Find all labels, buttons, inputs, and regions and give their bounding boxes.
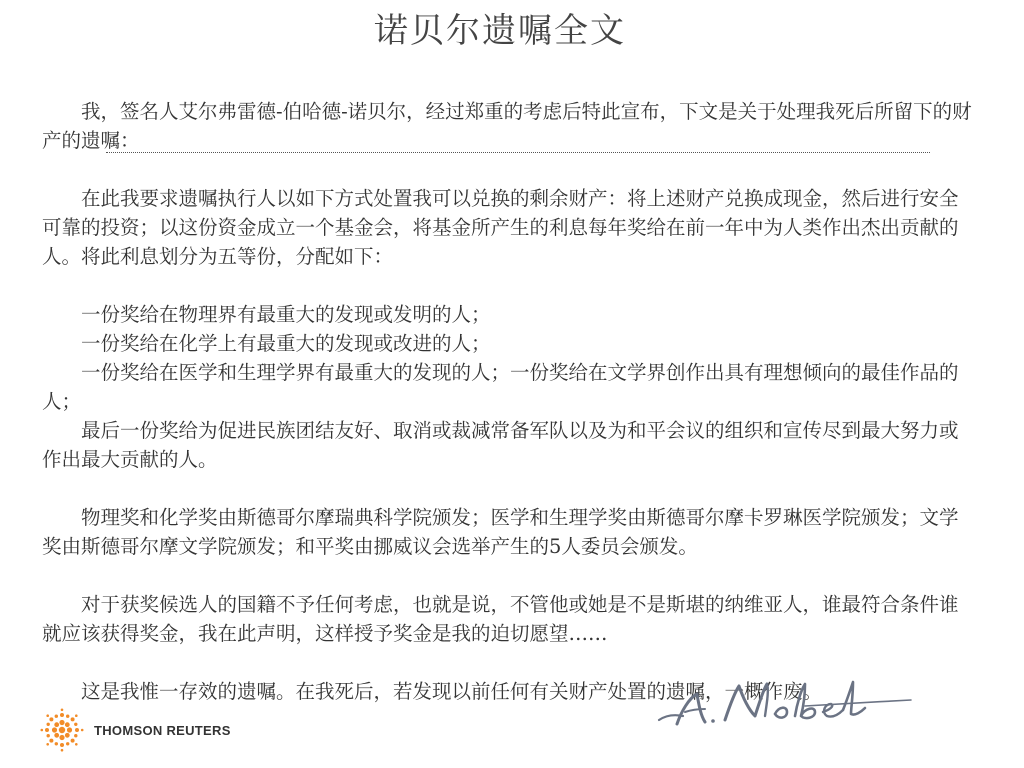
- reuters-dots-icon: [40, 708, 84, 752]
- will-text: [42, 97, 972, 706]
- paragraph-instructions: 在此我要求遗嘱执行人以如下方式处置我可以兑换的剩余财产：将上述财产兑换成现金，然后进行安全可靠的投资；以这份资金成立一个基金会，将基金所产生的利息每年奖给在前一年中为人类作出杰出贡献的人。将此利息划分为五等份，分配如下：: [42, 187, 959, 268]
- paragraph-intro: 我，签名人艾尔弗雷德-伯哈德-诺贝尔，经过郑重的考虑后特此宣布，下文是关于处理我死后所留下的财产的遗嘱：: [42, 100, 972, 152]
- paragraph-medicine-literature: 一份奖给在医学和生理学界有最重大的发现的人；一份奖给在文学界创作出具有理想倾向的最佳作品的人；: [42, 361, 959, 413]
- dotted-divider: [106, 152, 930, 153]
- paragraph-chemistry: 一份奖给在化学上有最重大的发现或改进的人；: [81, 332, 491, 355]
- paragraph-nationality: 对于获奖候选人的国籍不予任何考虑，也就是说，不管他或她是不是斯堪的纳维亚人，谁最符合条件谁就应该获得奖金，我在此声明，这样授予奖金是我的迫切愿望……: [42, 593, 959, 645]
- paragraph-final: 这是我惟一存效的遗嘱。在我死后，若发现以前任何有关财产处置的遗嘱，一概作废。: [81, 680, 823, 703]
- page-title: 诺贝尔遗嘱全文: [374, 11, 626, 51]
- thomson-reuters-logo: [40, 708, 231, 752]
- paragraph-peace: 最后一份奖给为促进民族团结友好、取消或裁减常备军队以及为和平会议的组织和宣传尽到最大努力或作出最大贡献的人。: [42, 419, 959, 471]
- paragraph-physics: 一份奖给在物理界有最重大的发现或发明的人；: [81, 303, 491, 326]
- logo-text: THOMSON REUTERS: [94, 722, 231, 738]
- paragraph-awarding-bodies: 物理奖和化学奖由斯德哥尔摩瑞典科学院颁发；医学和生理学奖由斯德哥尔摩卡罗琳医学院颁发；文学奖由斯德哥尔摩文学院颁发；和平奖由挪威议会选举产生的5人委员会颁发。: [42, 506, 959, 558]
- nobel-signature: [655, 676, 915, 732]
